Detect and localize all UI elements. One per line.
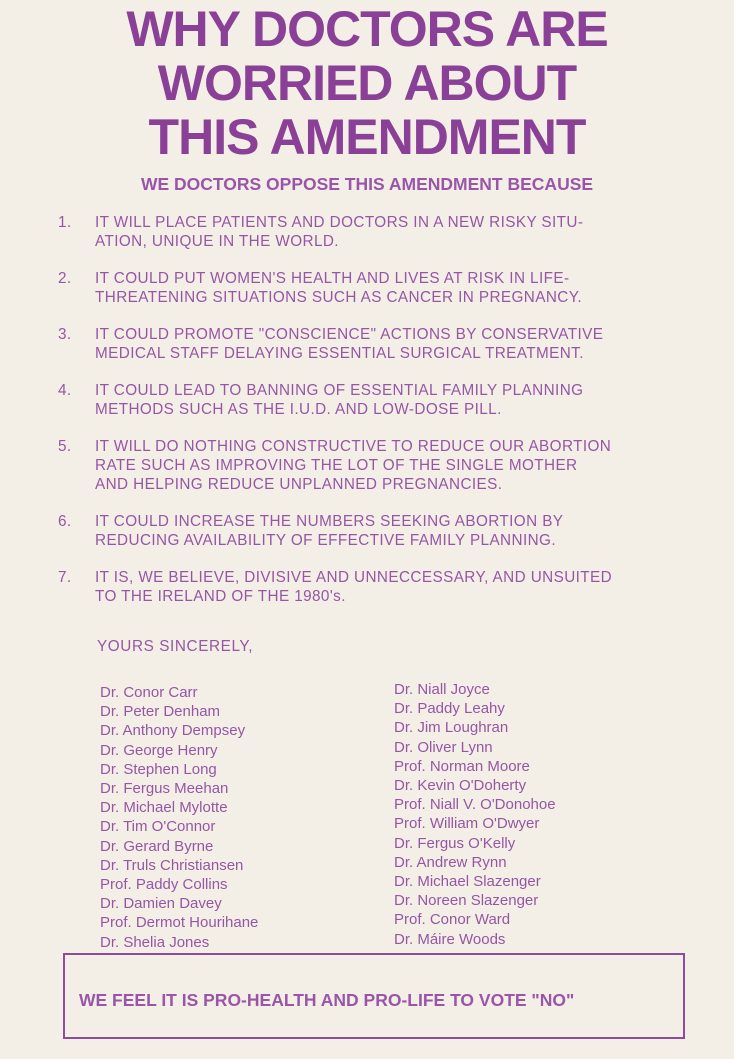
reason-text-line: IT COULD PUT WOMEN'S HEALTH AND LIVES AT RISK IN LIFE- [95,270,570,287]
signatories-left-column [100,683,258,952]
signatory-name: Prof. Conor Ward [394,911,511,929]
reason-text-line: IT COULD LEAD TO BANNING OF ESSENTIAL FAMILY PLANNING [95,382,584,399]
reason-item [58,213,688,251]
banner-text: WE FEEL IT IS PRO-HEALTH AND PRO-LIFE TO VOTE "NO" [79,990,575,1010]
signatory-name: Prof. Dermot Hourihane [100,914,259,932]
signatory-name: Dr. George Henry [100,741,218,759]
reason-number: 7. [58,569,72,586]
reason-item [58,325,688,363]
signatory-name: Dr. Kevin O'Doherty [394,777,527,795]
reason-text-line: IT COULD PROMOTE "CONSCIENCE" ACTIONS BY CONSERVATIVE [95,326,604,343]
signatory-name: Prof. Paddy Collins [100,876,228,894]
signatory-name: Dr. Michael Slazenger [394,873,541,891]
reason-text-line: IT WILL DO NOTHING CONSTRUCTIVE TO REDUCE OUR ABORTION [95,438,612,455]
signatory-name: Dr. Truls Christiansen [100,856,244,874]
signatory-name: Dr. Fergus O'Kelly [394,834,516,852]
reason-number: 6. [58,513,72,530]
reason-text-line: RATE SUCH AS IMPROVING THE LOT OF THE SINGLE MOTHER [95,457,578,474]
signatory-name: Dr. Oliver Lynn [394,738,493,756]
headline [0,2,734,164]
signatory-name: Dr. Conor Carr [100,684,198,701]
signatory-name: Dr. Damien Davey [100,895,222,913]
vote-no-banner [63,953,685,1039]
reason-text-line: TO THE IRELAND OF THE 1980's. [95,588,346,605]
signatory-name: Dr. Gerard Byrne [100,837,214,855]
reason-text-line: ATION, UNIQUE IN THE WORLD. [95,233,339,250]
signatory-name: Dr. Niall Joyce [394,681,490,698]
signatory-name: Prof. Niall V. O'Donohoe [394,796,556,814]
signatories-right-column [394,680,556,949]
reasons-list [58,213,688,624]
headline-line-1: WHY DOCTORS ARE [126,1,608,57]
reason-number: 3. [58,326,72,343]
reason-text-line: AND HELPING REDUCE UNPLANNED PREGNANCIES. [95,476,503,493]
signatory-name: Dr. Michael Mylotte [100,799,228,817]
signatory-name: Dr. Noreen Slazenger [394,892,539,910]
reason-number: 4. [58,382,72,399]
signatory-name: Dr. Anthony Dempsey [100,722,246,740]
reason-number: 2. [58,270,72,287]
signatory-name: Dr. Peter Denham [100,703,221,721]
reason-text-line: IT COULD INCREASE THE NUMBERS SEEKING ABORTION BY [95,513,564,530]
closing-salutation: YOURS SINCERELY, [97,638,254,655]
reason-text-line: IT IS, WE BELIEVE, DIVISIVE AND UNNECCESSARY, AND UNSUITED [95,569,613,586]
reason-item [58,437,688,494]
reason-text-line: METHODS SUCH AS THE I.U.D. AND LOW-DOSE PILL. [95,401,502,418]
signatory-name: Dr. Tim O'Connor [100,818,216,836]
signatory-name: Dr. Shelia Jones [100,933,210,951]
signatory-name: Prof. Norman Moore [394,757,530,775]
reason-item [58,512,688,550]
signatory-name: Dr. Fergus Meehan [100,780,229,798]
signatory-name: Dr. Paddy Leahy [394,700,505,718]
reason-item [58,568,688,606]
subhead: WE DOCTORS OPPOSE THIS AMENDMENT BECAUSE [140,174,594,194]
reason-text-line: MEDICAL STAFF DELAYING ESSENTIAL SURGICAL TREATMENT. [95,345,584,362]
reason-number: 1. [58,214,72,231]
signatory-name: Prof. William O'Dwyer [394,815,540,833]
reason-text-line: IT WILL PLACE PATIENTS AND DOCTORS IN A NEW RISKY SITU- [95,214,584,231]
reason-text-line: REDUCING AVAILABILITY OF EFFECTIVE FAMILY PLANNING. [95,532,556,549]
reason-item [58,269,688,307]
reason-number: 5. [58,438,72,455]
signatory-name: Dr. Andrew Rynn [394,853,507,871]
reason-item [58,381,688,419]
headline-line-2: WORRIED ABOUT [157,55,577,111]
signatory-name: Dr. Stephen Long [100,760,217,778]
signatory-name: Dr. Jim Loughran [394,719,509,737]
headline-line-3: THIS AMENDMENT [148,109,586,165]
reason-text-line: THREATENING SITUATIONS SUCH AS CANCER IN PREGNANCY. [95,289,583,306]
signatory-name: Dr. Máire Woods [394,930,506,948]
